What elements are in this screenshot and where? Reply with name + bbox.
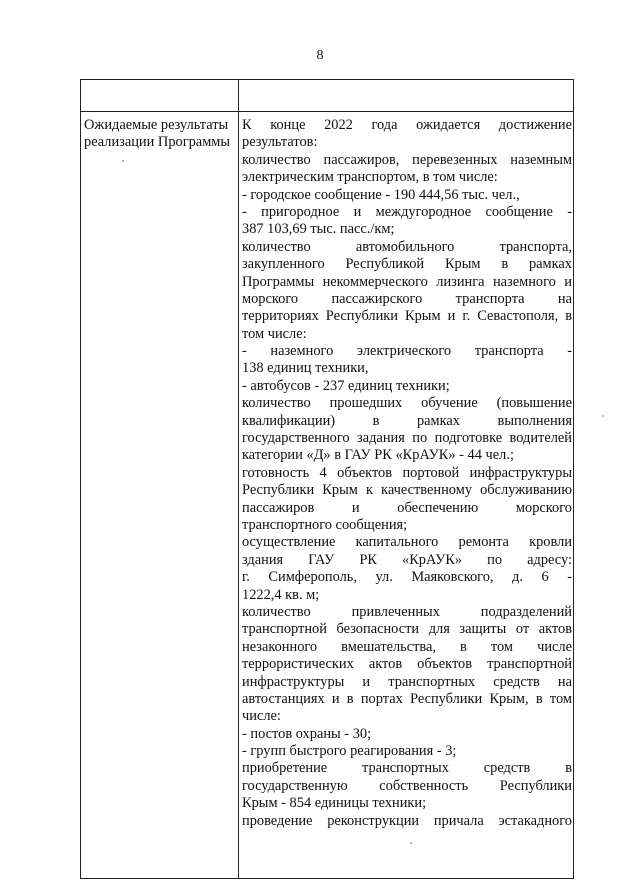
result-text-line: - наземного электрического транспорта - <box>242 343 572 360</box>
result-text-line: морского пассажирского транспорта на <box>242 290 572 307</box>
scan-speck <box>410 842 412 844</box>
result-text-line: закупленного Республикой Крым в рамках <box>242 256 572 273</box>
result-text-line: приобретение транспортных средств в <box>242 760 572 777</box>
result-text-line: транспортной безопасности для защиты от актов <box>242 621 572 638</box>
result-text-line: Программы некоммерческого лизинга наземного и <box>242 273 572 290</box>
result-text-line: количество автомобильного транспорта, <box>242 238 572 255</box>
page-number: 8 <box>316 48 324 63</box>
row-label-line: Ожидаемые результаты <box>84 117 229 133</box>
result-text-line: Крым - 854 единицы техники; <box>242 795 427 812</box>
result-text-line: - пригородное и междугородное сообщение - <box>242 203 572 220</box>
result-text-line: проведение реконструкции причала эстакадного <box>242 812 572 829</box>
result-text-line: К конце 2022 года ожидается достижение <box>242 117 572 133</box>
row-label-cell <box>84 117 236 152</box>
scan-speck <box>602 415 604 417</box>
result-text-line: Республики Крым к качественному обслуживанию <box>242 482 572 499</box>
result-text-line: осуществление капитального ремонта кровли <box>242 534 572 551</box>
scan-speck <box>122 160 124 162</box>
result-text-line: незаконного вмешательства, в том числе <box>242 638 572 655</box>
result-text-line: автостанциях и в портах Республики Крым, в том <box>242 690 572 707</box>
result-text-line: количество пассажиров, перевезенных наземным <box>242 151 572 168</box>
program-table <box>80 79 574 879</box>
header-row-divider <box>81 111 573 112</box>
row-label-line: реализации Программы <box>84 134 231 151</box>
result-text-line: - групп быстрого реагирования - 3; <box>242 743 457 760</box>
result-text-line: - постов охраны - 30; <box>242 725 372 742</box>
result-text-line: г. Симферополь, ул. Маяковского, д. 6 - <box>242 569 572 586</box>
result-text-line: - городское сообщение - 190 444,56 тыс. чел., <box>242 186 520 203</box>
result-text-line: 387 103,69 тыс. пасс./км; <box>242 221 395 238</box>
expected-results-cell <box>242 117 572 830</box>
result-text-line: транспортного сообщения; <box>242 516 408 533</box>
result-text-line: здания ГАУ РК «КрАУК» по адресу: <box>242 551 572 568</box>
result-text-line: количество прошедших обучение (повышение <box>242 395 572 412</box>
result-text-line: результатов: <box>242 134 318 151</box>
result-text-line: - автобусов - 237 единиц техники; <box>242 377 450 394</box>
result-text-line: том числе: <box>242 325 307 342</box>
result-text-line: квалификации) в рамках выполнения <box>242 412 572 429</box>
result-text-line: 138 единиц техники, <box>242 360 369 377</box>
result-text-line: электрическим транспортом, в том числе: <box>242 169 498 186</box>
result-text-line: террористических актов объектов транспортной <box>242 656 572 673</box>
result-text-line: государственного задания по подготовке водителей <box>242 430 572 447</box>
column-divider <box>238 80 239 878</box>
result-text-line: пассажиров и обеспечению морского <box>242 499 572 516</box>
result-text-line: инфраструктуры и транспортных средств на <box>242 673 572 690</box>
result-text-line: государственную собственность Республики <box>242 777 572 794</box>
result-text-line: готовность 4 объектов портовой инфраструктуры <box>242 464 572 481</box>
result-text-line: числе: <box>242 708 281 725</box>
result-text-line: категории «Д» в ГАУ РК «КрАУК» - 44 чел.; <box>242 447 514 464</box>
result-text-line: количество привлеченных подразделений <box>242 603 572 620</box>
result-text-line: 1222,4 кв. м; <box>242 586 320 603</box>
result-text-line: территориях Республики Крым и г. Севастополя, в <box>242 308 572 325</box>
